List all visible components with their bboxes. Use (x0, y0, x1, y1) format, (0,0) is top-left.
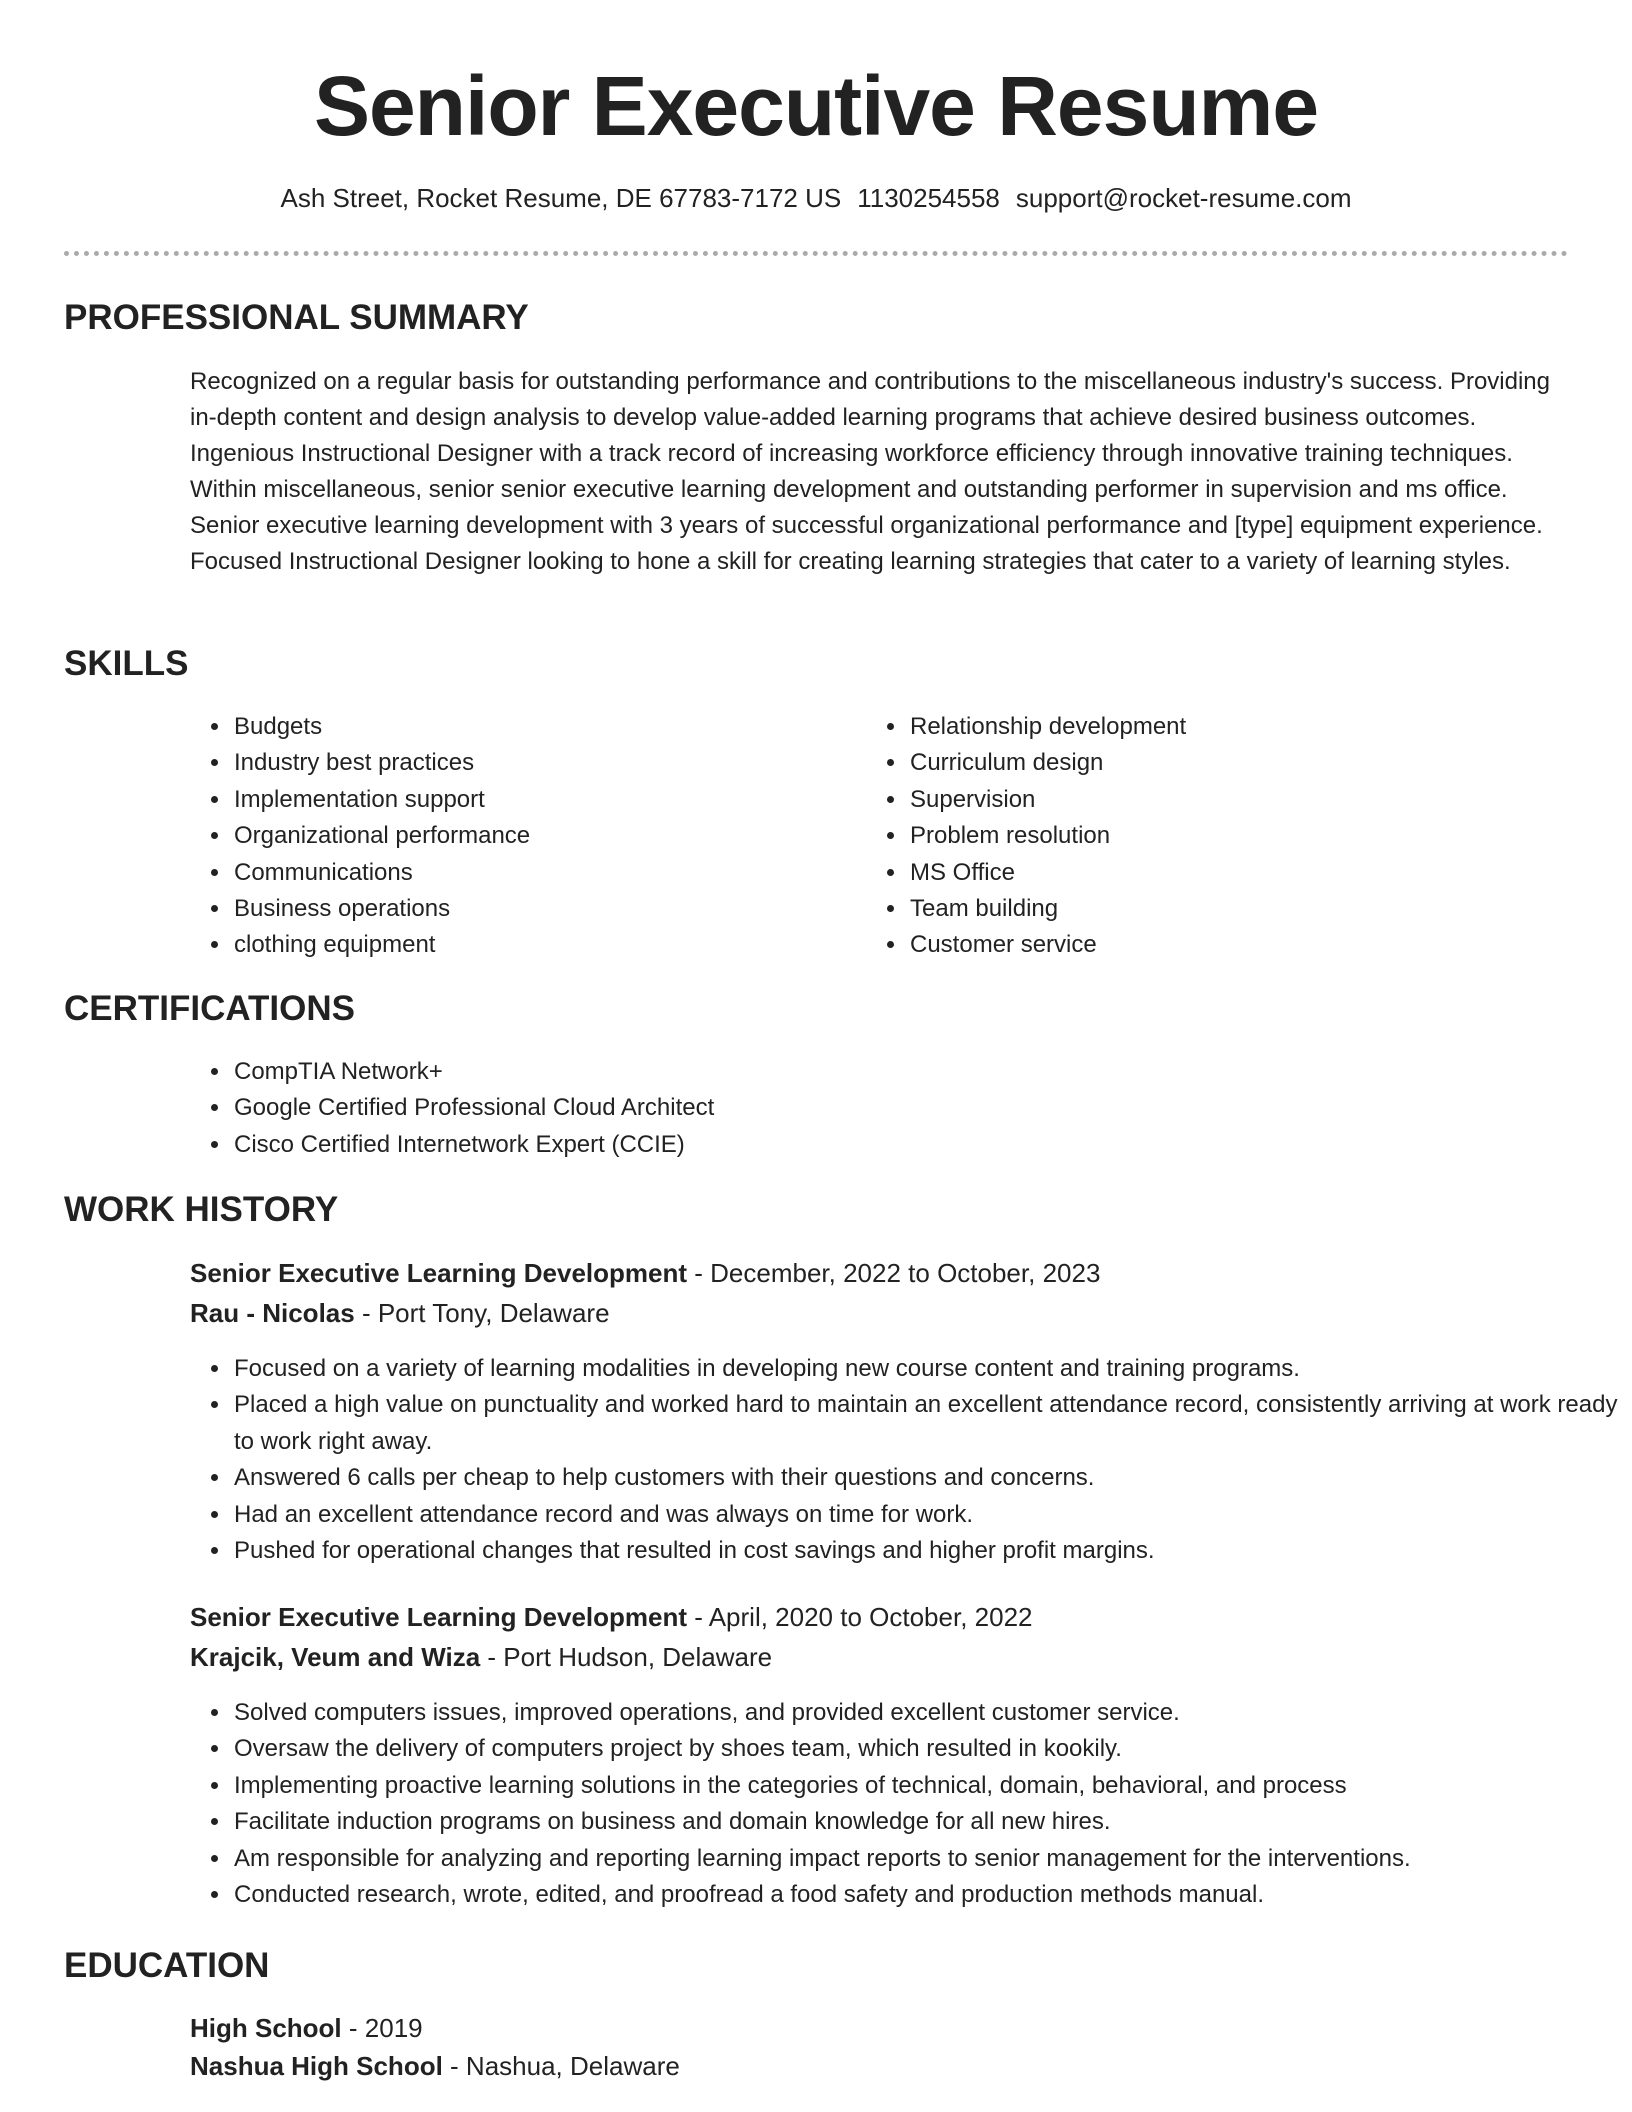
job-title: Senior Executive Learning Development (190, 1258, 688, 1288)
summary-heading: PROFESSIONAL SUMMARY (64, 298, 529, 337)
certification-item: • Cisco Certified Internetwork Expert (CCIE) (232, 1127, 1532, 1163)
job-location: - Port Tony, Delaware (354, 1298, 610, 1328)
skill-item: • Supervision (908, 782, 1508, 818)
job-bullets (190, 1695, 1622, 1913)
job-company: Krajcik, Veum and Wiza (190, 1642, 481, 1672)
contact-address: Ash Street, Rocket Resume, DE 67783-7172 US (280, 183, 842, 213)
job-title-line (190, 1597, 1033, 1637)
skill-item: • Business operations (232, 891, 832, 927)
contact-email: support@rocket-resume.com (1015, 183, 1352, 213)
job-bullet: • Answered 6 calls per cheap to help customers with their questions and concerns. (232, 1460, 1622, 1496)
skill-item: • clothing equipment (232, 927, 832, 963)
education-degree-line (190, 2008, 423, 2048)
job-bullet: • Facilitate induction programs on business and domain knowledge for all new hires. (232, 1804, 1622, 1840)
skills-list-left (190, 709, 832, 964)
skill-item: • Industry best practices (232, 745, 832, 781)
certifications-heading: CERTIFICATIONS (64, 989, 356, 1028)
job-company-line (190, 1293, 610, 1333)
job-company: Rau - Nicolas (190, 1298, 355, 1328)
summary-text: Recognized on a regular basis for outstanding performance and contributions to the miscellaneous industry's success. Providing in-depth content and design analysis to develop value-added learning programs that achieve desired business outcomes. Ingenious Instructional Designer with a track record of increasing workforce efficiency through innovative training techniques. Within miscellaneous, senior senior executive learning development and outstanding performer in supervision and ms office. Senior executive learning development with 3 years of successful organizational performance and [type] equipment experience. Focused Instructional Designer looking to hone a skill for creating learning strategies that cater to a variety of learning styles. (190, 368, 1550, 575)
skill-item: • Customer service (908, 927, 1508, 963)
certifications-list (190, 1054, 1532, 1163)
job-bullet: • Oversaw the delivery of computers project by shoes team, which resulted in kookily. (232, 1731, 1622, 1767)
education-school-line (190, 2046, 680, 2086)
education-school: Nashua High School (190, 2051, 443, 2081)
job-bullet: • Pushed for operational changes that resulted in cost savings and higher profit margins. (232, 1533, 1622, 1569)
certification-item: • Google Certified Professional Cloud Architect (232, 1090, 1532, 1126)
work-history-heading: WORK HISTORY (64, 1190, 339, 1229)
skills-heading: SKILLS (64, 644, 189, 683)
job-bullet: • Focused on a variety of learning modalities in developing new course content and training programs. (232, 1351, 1622, 1387)
contact-phone: 1130254558 (857, 183, 1000, 213)
skill-item: • Communications (232, 855, 832, 891)
skill-item: • Implementation support (232, 782, 832, 818)
education-degree: High School (190, 2013, 342, 2043)
job-bullet: • Solved computers issues, improved operations, and provided excellent customer service. (232, 1695, 1622, 1731)
skill-item: • MS Office (908, 855, 1508, 891)
skill-item: • Organizational performance (232, 818, 832, 854)
job-bullet: • Had an excellent attendance record and was always on time for work. (232, 1497, 1622, 1533)
job-dates: - December, 2022 to October, 2023 (687, 1258, 1101, 1288)
job-title-line (190, 1253, 1100, 1293)
skill-item: • Curriculum design (908, 745, 1508, 781)
job-bullets (190, 1351, 1622, 1569)
job-bullet: • Implementing proactive learning solutions in the categories of technical, domain, behavioral, and process (232, 1768, 1622, 1804)
job-location: - Port Hudson, Delaware (480, 1642, 773, 1672)
certification-item: • CompTIA Network+ (232, 1054, 1532, 1090)
education-location: - Nashua, Delaware (442, 2051, 680, 2081)
resume-title: Senior Executive Resume (313, 59, 1319, 153)
skill-item: • Budgets (232, 709, 832, 745)
job-company-line (190, 1637, 772, 1677)
header-divider (64, 251, 1568, 256)
skill-item: • Relationship development (908, 709, 1508, 745)
job-bullet: • Conducted research, wrote, edited, and proofread a food safety and production methods manual. (232, 1877, 1622, 1913)
job-dates: - April, 2020 to October, 2022 (687, 1602, 1033, 1632)
skill-item: • Team building (908, 891, 1508, 927)
education-heading: EDUCATION (64, 1946, 270, 1985)
job-bullet: • Placed a high value on punctuality and worked hard to maintain an excellent attendance record, consistently arriving at work ready to work right away. (232, 1387, 1622, 1460)
education-year: - 2019 (341, 2013, 423, 2043)
job-title: Senior Executive Learning Development (190, 1602, 688, 1632)
contact-line (0, 180, 1632, 216)
skill-item: • Problem resolution (908, 818, 1508, 854)
skills-list-right (866, 709, 1508, 964)
job-bullet: • Am responsible for analyzing and reporting learning impact reports to senior management for the interventions. (232, 1841, 1622, 1877)
